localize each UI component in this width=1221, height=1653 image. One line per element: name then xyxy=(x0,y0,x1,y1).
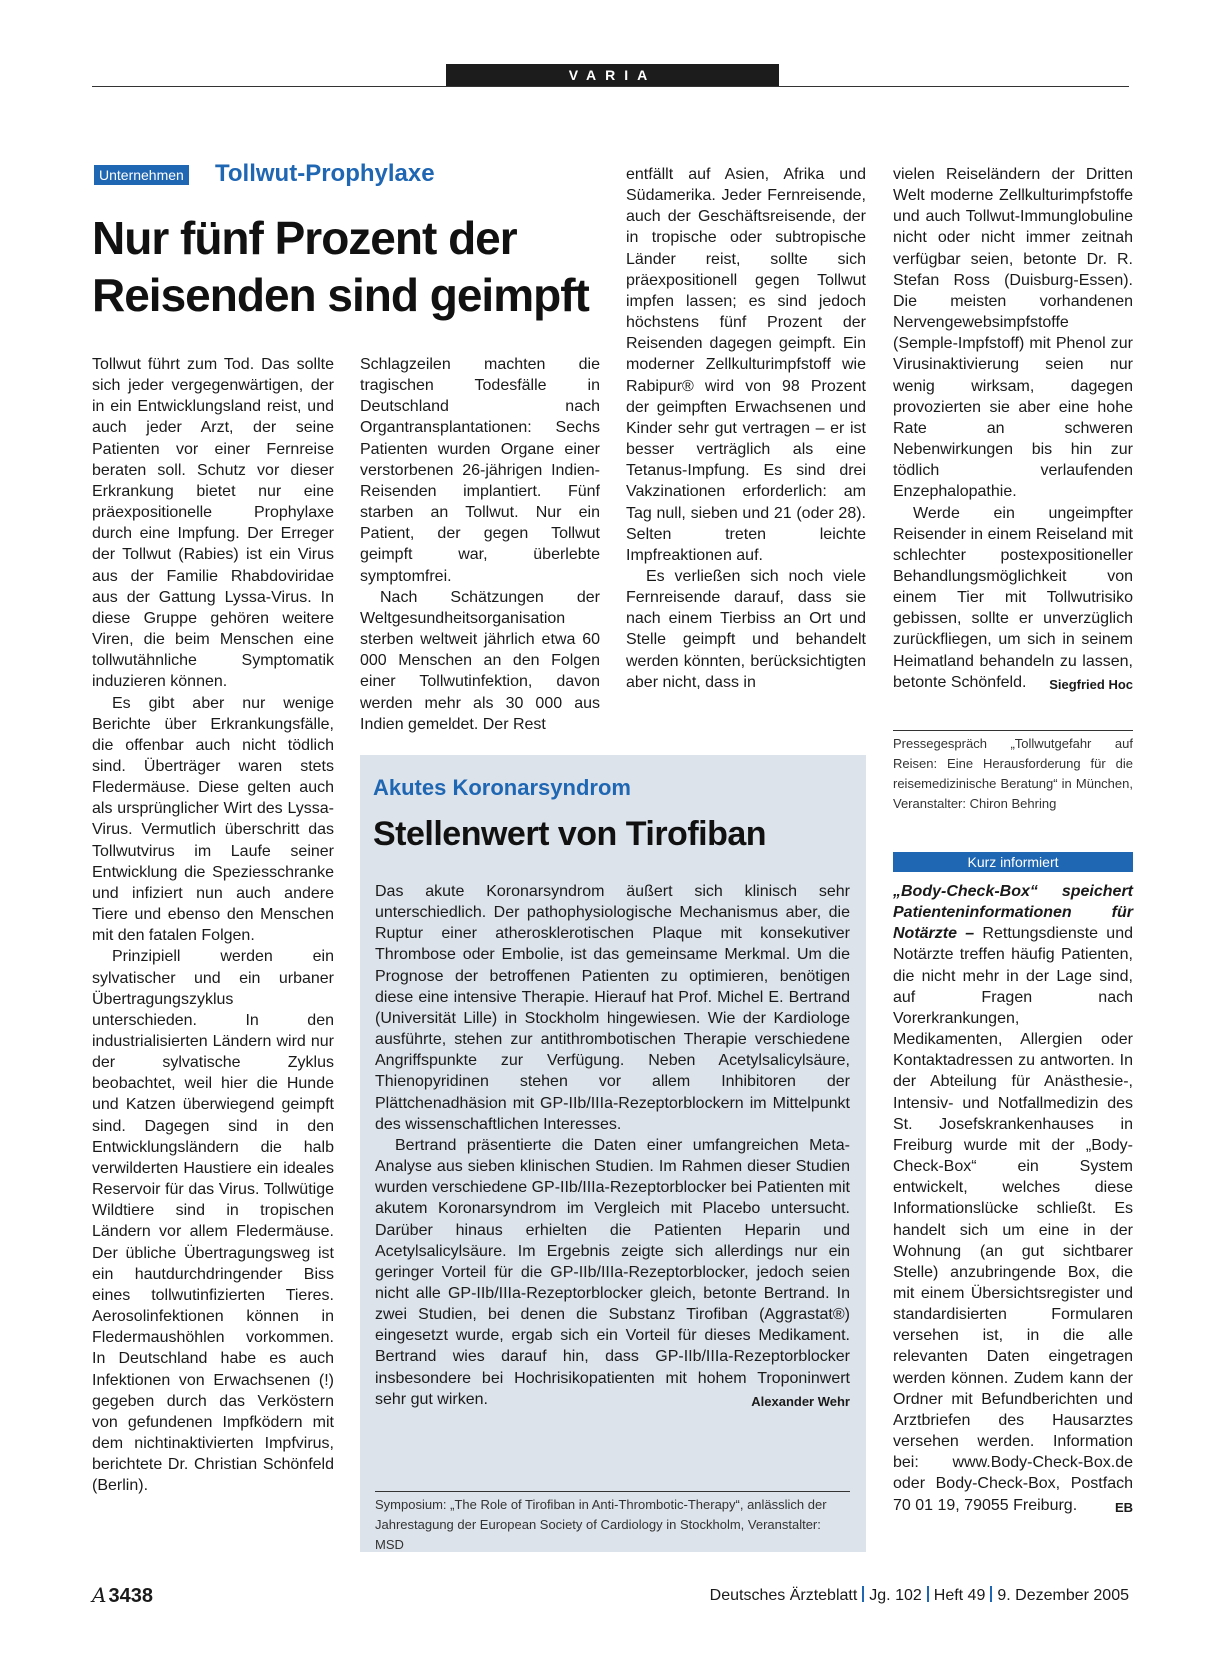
section-label: VARIA xyxy=(446,64,779,86)
page-prefix: A xyxy=(92,1583,107,1607)
header-rule xyxy=(92,86,1129,87)
paragraph: Es gibt aber nur wenige Berichte über Erkrankungsfälle, die offenbar auch nicht tödlich sind. Überträger waren stets Fledermäuse. Diese gelten auch als ursprünglicher Wirt des Lyssa-Virus. Vermutlich überschritt das Tollwutvirus im Laufe seiner Entwicklung die Speziesschranke und infiziert nun auch andere Tiere und ebenso den Menschen mit den fatalen Folgen. xyxy=(92,694,334,945)
kurz-author: EB xyxy=(1114,1499,1133,1515)
page-number-value: 3438 xyxy=(108,1585,153,1607)
paragraph: entfällt auf Asien, Afrika und Südamerika. Jeder Fernreisende, auch der Geschäftsreisende, der in tropische oder subtropische Länder reist, sollte sich präexpositionell gegen Tollwut impfen lassen; es sind jedoch höchstens fünf Prozent der Reisenden dagegen geimpft. Ein moderner Zellkulturimpfstoff wie Rabipur® wird von 98 Prozent der geimpften Erwachsenen und Kinder sehr gut vertragen – er ist besser verträglich als eine Tetanus-Impfung. Es sind drei Vakzinationen erforderlich: am Tag null, sieben und 21 (oder 28). Selten treten leichte Impfreaktionen auf. xyxy=(626,166,866,564)
paragraph xyxy=(893,881,1133,1516)
separator xyxy=(862,1586,864,1602)
paragraph: vielen Reiseländern der Dritten Welt moderne Zellkulturimpfstoffe und auch Tollwut-Immunglobuline nicht oder nicht immer zeitnah verfügbar seien, betonte Dr. R. Stefan Ross (Duisburg-Essen). Die meisten vorhandenen Nervengewebsimpfstoffe (Semple-Impfstoff) mit Phenol zur Virusinaktivierung seien nur wenig wirksam, dagegen provozierten sie aber eine hohe Rate an schweren Nebenwirkungen bis hin zur tödlich verlaufenden Enzephalopathie. xyxy=(893,166,1133,501)
kurz-informiert-label: Kurz informiert xyxy=(893,852,1133,872)
paragraph: Das akute Koronarsyndrom äußert sich klinisch sehr unterschiedlich. Der pathophysiologische Mechanismus aber, die Ruptur einer atherosklerotischen Plaque mit konsekutiver Thrombose oder Embolie, ist das gemeinsame Merkmal. Um die Prognose der betroffenen Patienten zu optimieren, benötigen diese eine intensive Therapie. Hierauf hat Prof. Michel E. Bertrand (Universität Lille) in Stockholm hingewiesen. Wie der Kardiologe ausführte, stehen zur antithrombotischen Therapie verschiedene Angriffspunkte zur Verfügung. Neben Acetylsalicylsäure, Thienopyridinen stehen vor allem Inhibitoren der Plättchenadhäsion mit GP-IIb/IIIa-Rezeptorblockern im Mittelpunkt des wissenschaftlichen Interesses. xyxy=(375,883,850,1133)
article-column-1 xyxy=(92,354,334,1496)
source-note: Pressegespräch „Tollwutgefahr auf Reisen: Eine Herausforderung für die reisemedizinische Beratung“ in München, Veranstalter: Chiron Behring xyxy=(893,736,1133,811)
article-kicker: Tollwut-Prophylaxe xyxy=(215,160,435,187)
paragraph: Es verließen sich noch viele Fernreisende darauf, dass sie nach einem Tierbiss an Ort und Stelle geimpft und behandelt werden könnten, berücksichtigten aber nicht, dass in xyxy=(626,567,866,691)
page-number xyxy=(92,1583,153,1608)
paragraph xyxy=(375,1135,850,1410)
journal-volume: Jg. 102 xyxy=(869,1587,922,1604)
journal-reference xyxy=(710,1586,1129,1605)
journal-name: Deutsches Ärzteblatt xyxy=(709,1587,858,1604)
headline-line-1: Nur fünf Prozent der xyxy=(92,212,517,264)
article-author: Siegfried Hoc xyxy=(1049,676,1133,692)
kurz-lead: „Body-Check-Box“ speichert Patienteninformationen für Notärzte – xyxy=(893,883,1133,943)
box-headline: Stellenwert von Tirofiban xyxy=(373,815,767,853)
journal-issue: Heft 49 xyxy=(933,1587,986,1604)
article-column-4 xyxy=(893,164,1133,695)
separator xyxy=(927,1586,929,1602)
box-note: Symposium: „The Role of Tirofiban in Anti-Thrombotic-Therapy“, anlässlich der Jahrestagung der European Society of Cardiology in Stockholm, Veranstalter: MSD xyxy=(375,1497,827,1552)
box-rule xyxy=(375,1491,850,1492)
paragraph: Prinzipiell werden ein sylvatischer und ein urbaner Übertragungszyklus unterschieden. In den industrialisierten Ländern wird nur der sylvatische Zyklus beobachtet, weil hier die Hunde und Katzen überwiegend geimpft sind. Dagegen sind in den Entwicklungsländern die halb verwilderten Haustiere ein ideales Reservoir für das Virus. Tollwütige Wildtiere sind in tropischen Ländern vor allem Fledermäuse. Der übliche Übertragungsweg ist ein hautdurchdringender Biss eines tollwutinfizierten Tieres. Aerosolinfektionen können in Fledermaushöhlen vorkommen. In Deutschland habe es auch Infektionen von Erwachsenen (!) gegeben durch das Verköstern von gefundenen Impfködern mit dem nichtinaktivierten Impfvirus, berichtete Dr. Christian Schönfeld (Berlin). xyxy=(92,948,334,1495)
article-column-2 xyxy=(360,354,600,735)
article-headline xyxy=(92,210,612,324)
paragraph-text: Bertrand präsentierte die Daten einer umfangreichen Meta-Analyse aus sieben klinischen Studien. Im Rahmen dieser Studien wurden verschiedene GP-IIb/IIIa-Rezeptorblocker bei Patienten mit akutem Koronarsyndrom im Vergleich mit Placebo untersucht. Darüber hinaus erhielten die Patienten Heparin und Acetylsalicylsäure. Im Ergebnis zeigte sich allerdings nur ein geringer Vorteil für die GP-IIb/IIIa-Rezeptorblocker, jedoch seien nicht alle GP-IIb/IIIa-Rezeptorblocker gleich, betonte Bertrand. In zwei Studien, bei denen die Substanz Tirofiban (Aggrastat®) eingesetzt wurde, ergab sich ein Vorteil für dieses Medikament. Bertrand wies darauf hin, dass GP-IIb/IIIa-Rezeptorblocker insbesondere bei Hochrisikopatienten mit hohem Troponinwert sehr gut wirken. xyxy=(375,1136,850,1408)
category-tag: Unternehmen xyxy=(94,165,189,185)
article-column-3 xyxy=(626,164,866,693)
paragraph: Schlagzeilen machten die tragischen Todesfälle in Deutschland nach Organtransplantationen: Sechs Patienten wurden Organe einer verstorbenen 26-jährigen Indien-Reisenden implantiert. Fünf starben an Tollwut. Nur ein Patient, der gegen Tollwut geimpft war, überlebte symptomfrei. xyxy=(360,356,600,585)
journal-date: 9. Dezember 2005 xyxy=(997,1587,1129,1604)
headline-line-2: Reisenden sind geimpft xyxy=(92,269,589,321)
box-author: Alexander Wehr xyxy=(751,1393,850,1409)
kurz-text: Rettungsdienste und Notärzte treffen häufig Patienten, die nicht mehr in der Lage sind, auf Fragen nach Vorerkrankungen, Medikamenten, Allergien oder Kontaktadressen zu antworten. In der Abteilung für Anästhesie-, Intensiv- und Notfallmedizin des St. Josefskrankenhauses in Freiburg wurde mit der „Body-Check-Box“ ein System entwickelt, welches diese Informationslücke schließt. Es handelt sich um eine in der Wohnung (an gut sichtbarer Stelle) anzubringende Box, die mit einem Übersichtsregister und standardisierten Formularen versehen ist, in die alle relevanten Daten eingetragen werden können. Zudem kann der Ordner mit Befundberichten und Arztbriefen des Hausarztes versehen werden. Information bei: www.Body-Check-Box.de oder Body-Check-Box, Postfach 70 01 19, 79055 Freiburg. xyxy=(893,925,1134,1514)
kurz-informiert-body xyxy=(893,881,1133,1518)
paragraph-text: Werde ein ungeimpfter Reisender in einem Reiseland mit schlechter postexpositioneller Behandlungsmöglichkeit von einem Tier mit Tollwutrisiko gebissen, sollte er unverzüglich zurückfliegen, um sich in seinem Heimatland behandeln zu lassen, betonte Schönfeld. xyxy=(893,504,1133,691)
separator xyxy=(990,1586,992,1602)
source-rule xyxy=(893,730,1133,731)
paragraph: Nach Schätzungen der Weltgesundheitsorganisation sterben weltweit jährlich etwa 60 000 Menschen an den Folgen einer Tollwutinfektion, davon werden mehr als 30 000 aus Indien gemeldet. Der Rest xyxy=(360,588,600,733)
box-body xyxy=(375,881,850,1412)
paragraph: Tollwut führt zum Tod. Das sollte sich jeder vergegenwärtigen, der in ein Entwicklungsland reist, und auch jeder Arzt, der seine Patienten vor einer Fernreise beraten soll. Schutz vor dieser Erkrankung bietet nur eine präexpositionelle Prophylaxe durch eine Impfung. Der Erreger der Tollwut (Rabies) ist ein Virus aus der Familie Rhabdoviridae aus der Gattung Lyssa-Virus. In diese Gruppe gehören weitere Viren, die beim Menschen eine tollwutähnliche Symptomatik induzieren können. xyxy=(92,356,334,691)
paragraph xyxy=(893,503,1133,693)
box-kicker: Akutes Koronarsyndrom xyxy=(373,775,631,800)
